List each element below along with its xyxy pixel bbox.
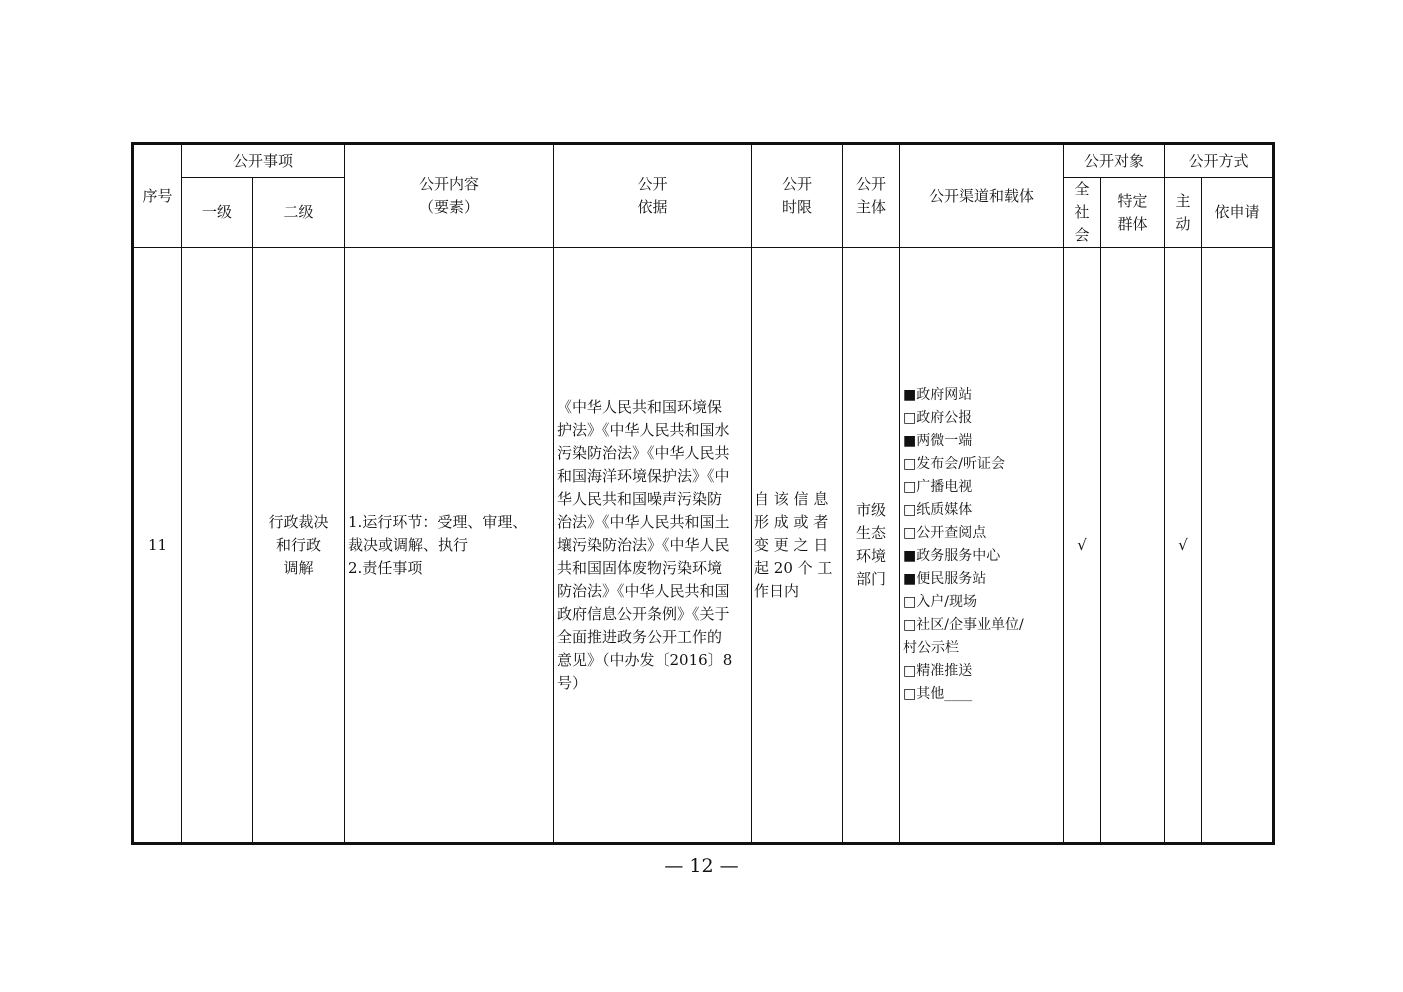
- row-period-line3: 变 更 之 日: [754, 535, 829, 554]
- channel-weibo-wechat-app: ■两微一端: [903, 433, 973, 449]
- row-active-check: √: [1165, 248, 1202, 844]
- row-channels: [900, 248, 1064, 844]
- row-on-request: [1202, 248, 1274, 844]
- row-level1: [182, 248, 253, 844]
- channel-precise-push: □精准推送: [903, 663, 973, 679]
- channel-service-center: ■政务服务中心: [903, 548, 1001, 564]
- channel-broadcast-tv: □广播电视: [903, 479, 973, 495]
- row-specific-group: [1101, 248, 1165, 844]
- header-channel: 公开渠道和载体: [900, 144, 1064, 248]
- channel-door-to-door: □入户/现场: [903, 594, 977, 610]
- header-object-group: 公开对象: [1064, 144, 1165, 178]
- row-content-line1: 1.运行环节：受理、审理、: [348, 512, 528, 531]
- channel-press-hearing: □发布会/听证会: [903, 456, 1005, 472]
- header-subject-line1: 公开: [856, 175, 887, 193]
- row-basis-line11: 全面推进政务公开工作的: [557, 627, 723, 646]
- header-specific-line1: 特定: [1117, 191, 1148, 210]
- header-content-line2: （要素）: [419, 198, 480, 216]
- channel-community-board: □社区/企事业单位/: [903, 617, 1024, 633]
- header-basis-line1: 公开: [637, 175, 668, 193]
- row-basis-line1: 《中华人民共和国环境保: [557, 397, 723, 416]
- table-row: [133, 248, 1274, 844]
- row-basis-line2: 护法》《中华人民共和国水: [557, 420, 730, 439]
- row-subject-line3: 环境: [856, 547, 887, 565]
- row-basis-line3: 污染防治法》《中华人民共: [557, 443, 730, 462]
- channel-public-reading-point: □公开查阅点: [903, 525, 987, 541]
- header-level1: 一级: [182, 178, 253, 248]
- row-basis-line6: 治法》《中华人民共和国土: [557, 512, 730, 531]
- row-level2-line1: 行政裁决: [268, 512, 329, 531]
- header-row-1: [133, 144, 1274, 178]
- row-content: [345, 248, 554, 844]
- row-subject: [843, 248, 900, 844]
- header-period: [752, 144, 843, 248]
- header-content: [345, 144, 554, 248]
- header-period-line1: 公开: [782, 175, 813, 193]
- row-whole-society-check: √: [1064, 248, 1101, 844]
- header-method-group: 公开方式: [1165, 144, 1274, 178]
- header-whole-society: [1064, 178, 1101, 248]
- page-number: — 12 —: [664, 855, 739, 877]
- row-basis-line7: 壤污染防治法》《中华人民: [557, 535, 730, 554]
- header-item-group: 公开事项: [182, 144, 345, 178]
- channel-convenience-station: ■便民服务站: [903, 571, 987, 587]
- row-period-line5: 作日内: [754, 581, 800, 600]
- disclosure-table: [131, 142, 1275, 845]
- row-period-line1: 自 该 信 息: [754, 489, 829, 508]
- header-level2: 二级: [253, 178, 345, 248]
- header-active-line1: 主: [1175, 191, 1191, 210]
- row-period: [752, 248, 843, 844]
- row-content-line3: 2.责任事项: [348, 558, 423, 577]
- header-basis: [554, 144, 752, 248]
- header-subject: [843, 144, 900, 248]
- row-subject-line1: 市级: [856, 501, 887, 519]
- channel-government-gazette: □政府公报: [903, 410, 973, 426]
- channel-other: □其他____: [903, 686, 973, 702]
- row-subject-line4: 部门: [856, 570, 887, 588]
- row-period-line4: 起 20 个 工: [754, 558, 833, 577]
- header-content-line1: 公开内容: [419, 175, 480, 193]
- header-active: [1165, 178, 1202, 248]
- header-whole-society-line3: 会: [1074, 226, 1090, 244]
- channel-community-board-cont: 村公示栏: [903, 640, 960, 656]
- row-basis: [554, 248, 752, 844]
- row-basis-line5: 华人民共和国噪声污染防: [557, 489, 723, 508]
- channel-print-media: □纸质媒体: [903, 502, 973, 518]
- header-whole-society-line2: 社: [1074, 203, 1090, 221]
- header-basis-line2: 依据: [637, 198, 668, 216]
- header-subject-line2: 主体: [856, 198, 887, 216]
- row-basis-line13: 号）: [557, 673, 588, 692]
- row-basis-line10: 政府信息公开条例》《关于: [557, 604, 730, 623]
- row-level2: [253, 248, 345, 844]
- channel-government-website: ■政府网站: [903, 387, 973, 403]
- row-basis-line4: 和国海洋环境保护法》《中: [557, 466, 730, 485]
- row-basis-line9: 防治法》《中华人民共和国: [557, 581, 730, 600]
- header-specific-line2: 群体: [1117, 214, 1148, 233]
- header-seq: 序号: [133, 144, 182, 248]
- row-level2-line2: 和行政: [276, 535, 322, 554]
- header-period-line2: 时限: [782, 198, 813, 216]
- header-on-request: 依申请: [1202, 178, 1274, 248]
- header-active-line2: 动: [1175, 214, 1191, 233]
- row-seq: 11: [133, 248, 182, 844]
- row-subject-line2: 生态: [856, 524, 887, 542]
- header-specific-group: [1101, 178, 1165, 248]
- row-basis-line12: 意见》（中办发〔2016〕8: [557, 650, 733, 669]
- row-level2-line3: 调解: [283, 558, 314, 577]
- header-whole-society-line1: 全: [1074, 180, 1090, 198]
- row-period-line2: 形 成 或 者: [754, 512, 829, 531]
- row-basis-line8: 共和国固体废物污染环境: [557, 558, 723, 577]
- row-content-line2: 裁决或调解、执行: [348, 535, 469, 554]
